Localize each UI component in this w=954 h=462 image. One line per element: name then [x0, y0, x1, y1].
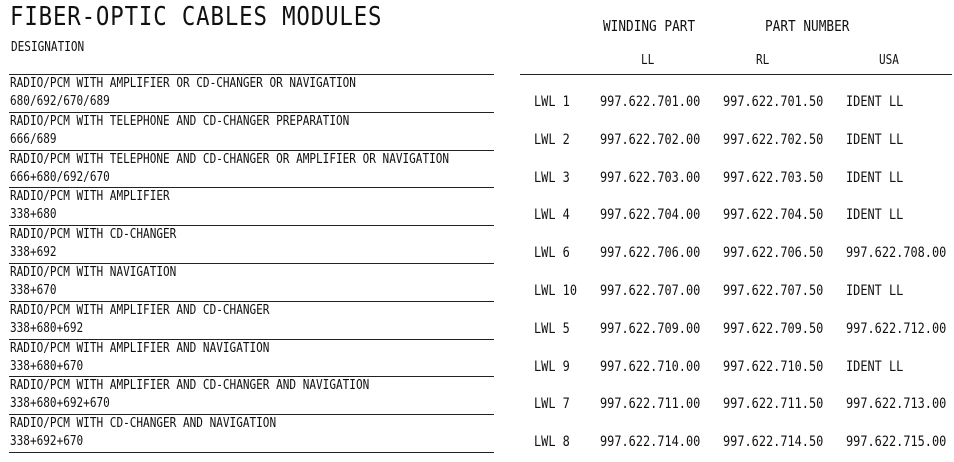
table-row [520, 414, 950, 452]
usa-part-cell: IDENT LL [846, 358, 904, 375]
rl-part-cell: 997.622.709.50 [723, 320, 824, 337]
lwl-cell: LWL 4 [534, 207, 570, 224]
parts-table [520, 74, 950, 452]
usa-part-cell: 997.622.713.00 [846, 396, 947, 413]
module-codes: 666/689 [10, 131, 57, 147]
modules-bottom-rule [9, 452, 494, 453]
usa-part-cell: IDENT LL [846, 282, 904, 299]
table-row [520, 263, 950, 301]
module-description: RADIO/PCM WITH NAVIGATION [10, 264, 177, 280]
ll-part-cell: 997.622.704.00 [600, 207, 701, 224]
ll-part-cell: 997.622.701.00 [600, 94, 701, 110]
module-description: RADIO/PCM WITH TELEPHONE AND CD-CHANGER OR AMPLIFIER OR NAVIGATION [10, 151, 450, 167]
usa-column-header: USA [879, 53, 899, 68]
table-row [520, 112, 950, 150]
module-description: RADIO/PCM WITH AMPLIFIER AND CD-CHANGER AND NAVIGATION [10, 378, 370, 394]
ll-part-cell: 997.622.707.00 [600, 282, 701, 299]
usa-part-cell: 997.622.715.00 [846, 434, 947, 451]
ll-part-cell: 997.622.714.00 [600, 434, 701, 451]
table-row [520, 376, 950, 414]
designation-header: DESIGNATION [11, 40, 85, 55]
lwl-cell: LWL 3 [534, 169, 570, 186]
rl-part-cell: 997.622.707.50 [723, 282, 824, 299]
ll-column-header: LL [641, 53, 655, 68]
rl-part-cell: 997.622.701.50 [723, 94, 824, 110]
module-row [9, 339, 494, 377]
lwl-cell: LWL 5 [534, 320, 570, 337]
module-row [9, 187, 494, 225]
module-codes: 338+680+692 [10, 320, 84, 336]
lwl-cell: LWL 9 [534, 358, 570, 375]
module-codes: 338+680+692+670 [10, 396, 110, 412]
ll-part-cell: 997.622.703.00 [600, 169, 701, 186]
module-description: RADIO/PCM WITH CD-CHANGER AND NAVIGATION [10, 416, 277, 432]
module-row [9, 150, 494, 188]
usa-part-cell: IDENT LL [846, 94, 904, 110]
table-row [520, 187, 950, 225]
lwl-cell: LWL 8 [534, 434, 570, 451]
module-codes: 338+670 [10, 282, 57, 298]
ll-part-cell: 997.622.702.00 [600, 131, 701, 148]
usa-part-cell: IDENT LL [846, 131, 904, 148]
table-row [520, 150, 950, 188]
table-row [520, 339, 950, 377]
modules-list [9, 74, 494, 452]
module-description: RADIO/PCM WITH AMPLIFIER OR CD-CHANGER OR NAVIGATION [10, 76, 356, 91]
ll-part-cell: 997.622.711.00 [600, 396, 701, 413]
usa-part-cell: 997.622.712.00 [846, 320, 947, 337]
usa-part-cell: 997.622.708.00 [846, 245, 947, 262]
rl-column-header: RL [756, 53, 770, 68]
lwl-cell: LWL 6 [534, 245, 570, 262]
module-row [9, 301, 494, 339]
winding-part-header: WINDING PART [603, 17, 696, 35]
module-description: RADIO/PCM WITH AMPLIFIER AND CD-CHANGER [10, 302, 270, 318]
rl-part-cell: 997.622.710.50 [723, 358, 824, 375]
rl-part-cell: 997.622.702.50 [723, 131, 824, 148]
table-row [520, 301, 950, 339]
rl-part-cell: 997.622.704.50 [723, 207, 824, 224]
lwl-cell: LWL 1 [534, 94, 570, 110]
lwl-cell: LWL 10 [534, 282, 577, 299]
usa-part-cell: IDENT LL [846, 169, 904, 186]
lwl-cell: LWL 7 [534, 396, 570, 413]
module-description: RADIO/PCM WITH TELEPHONE AND CD-CHANGER PREPARATION [10, 113, 350, 129]
rl-part-cell: 997.622.714.50 [723, 434, 824, 451]
usa-part-cell: IDENT LL [846, 207, 904, 224]
module-row [9, 74, 494, 112]
module-row [9, 263, 494, 301]
module-description: RADIO/PCM WITH AMPLIFIER [10, 189, 170, 205]
ll-part-cell: 997.622.709.00 [600, 320, 701, 337]
ll-part-cell: 997.622.710.00 [600, 358, 701, 375]
page-title: FIBER-OPTIC CABLES MODULES [10, 2, 383, 32]
rl-part-cell: 997.622.706.50 [723, 245, 824, 262]
part-number-header: PART NUMBER [765, 17, 850, 35]
module-codes: 338+692+670 [10, 434, 84, 450]
lwl-cell: LWL 2 [534, 131, 570, 148]
table-row [520, 225, 950, 263]
ll-part-cell: 997.622.706.00 [600, 245, 701, 262]
module-codes: 680/692/670/689 [10, 94, 110, 109]
module-row [9, 112, 494, 150]
module-codes: 338+692 [10, 245, 57, 261]
module-description: RADIO/PCM WITH CD-CHANGER [10, 227, 177, 243]
module-row [9, 414, 494, 452]
module-row [9, 376, 494, 414]
module-codes: 338+680 [10, 207, 57, 223]
module-description: RADIO/PCM WITH AMPLIFIER AND NAVIGATION [10, 340, 270, 356]
module-codes: 666+680/692/670 [10, 169, 110, 185]
module-row [9, 225, 494, 263]
rl-part-cell: 997.622.711.50 [723, 396, 824, 413]
rl-part-cell: 997.622.703.50 [723, 169, 824, 186]
module-codes: 338+680+670 [10, 358, 84, 374]
table-row [520, 74, 950, 112]
